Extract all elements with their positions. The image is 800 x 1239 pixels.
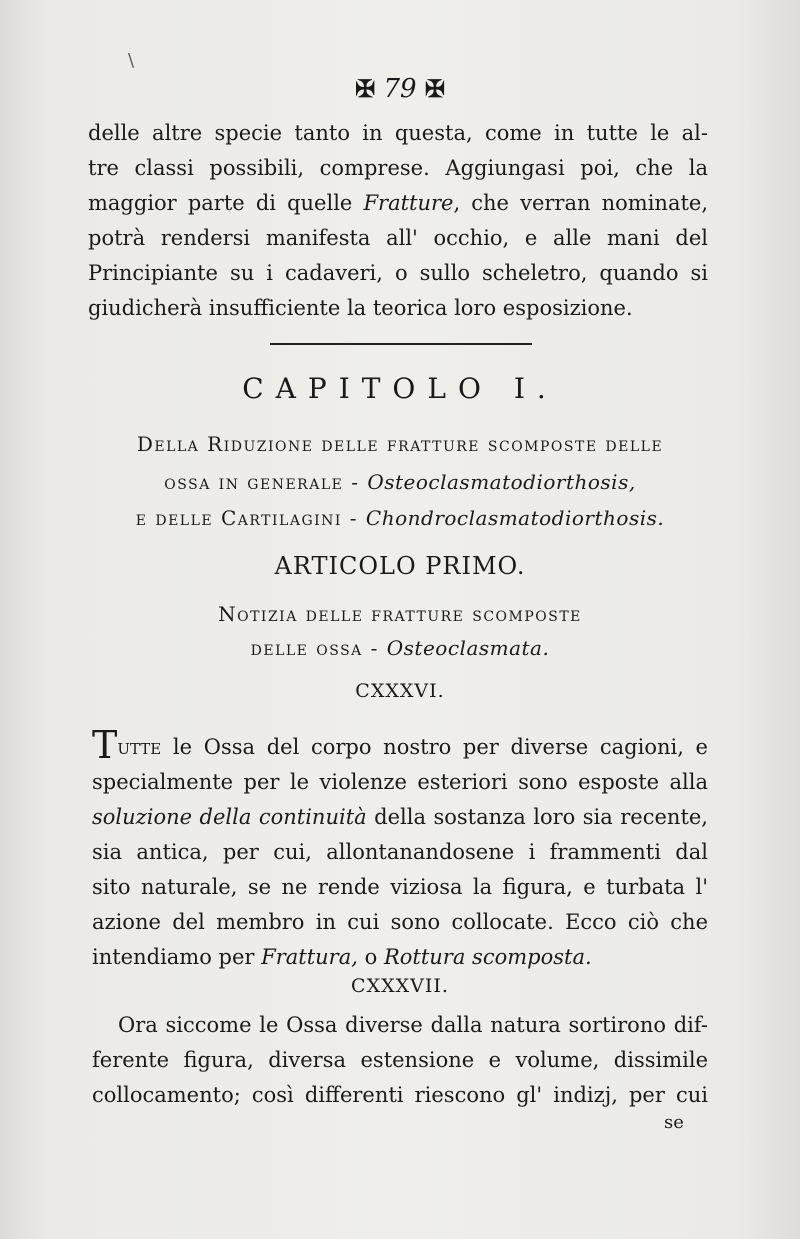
page-header	[0, 74, 800, 104]
chapter-title: CAPITOLO I.	[242, 372, 558, 405]
intro-line: tre classi possibili, comprese. Aggiungasi poi, che la	[88, 156, 708, 180]
chapter-subtitle-line3	[0, 506, 800, 530]
intro-paragraph	[88, 116, 708, 326]
article-subtitle-line2-plain: delle ossa -	[250, 636, 379, 660]
section-line-text: intendiamo per	[92, 945, 255, 969]
section-cxxxvi-paragraph	[92, 723, 708, 975]
intro-line: giudicherà insufficiente la teorica loro esposizione.	[88, 296, 633, 320]
section-line: specialmente per le violenze esteriori sono esposte alla	[92, 770, 708, 794]
section-line	[92, 940, 708, 975]
italic-rottura: Rottura scomposta.	[383, 945, 592, 969]
chapter-subtitle-line3-plain: e delle Cartilagini -	[135, 506, 359, 530]
article-subtitle-line2-italic: Osteoclasmata.	[386, 636, 550, 660]
intro-line: potrà rendersi manifesta all' occhio, e alle mani del	[88, 226, 708, 250]
intro-line: delle altre specie tanto in questa, come in tutte le al-	[88, 121, 708, 145]
drop-cap: T	[92, 723, 118, 767]
section-line: Ora siccome le Ossa diverse dalla natura sortirono dif-	[118, 1013, 708, 1037]
chapter-subtitle-line2-plain: ossa in generale -	[164, 470, 360, 494]
first-word-rest: utte	[117, 735, 162, 759]
intro-line: Principiante su i cadaveri, o sullo scheletro, quando si	[88, 261, 708, 285]
chapter-divider	[270, 343, 532, 345]
section-line: azione del membro in cui sono collocate. Ecco ciò che	[92, 910, 708, 934]
chapter-subtitle-line2-italic: Osteoclasmatodiorthosis,	[367, 470, 636, 494]
section-number-cxxxvi: CXXXVI.	[355, 680, 445, 702]
section-line: collocamento; così differenti riescono gl' indizj, per cui	[92, 1083, 708, 1107]
chapter-subtitle-line1: Della Riduzione delle fratture scomposte delle	[136, 432, 664, 456]
ink-mark: \	[128, 50, 135, 71]
section-line: ferente figura, diversa estensione e volume, dissimile	[92, 1048, 708, 1072]
intro-line	[88, 186, 708, 221]
ornament-left-icon: ✠	[355, 74, 376, 103]
ornament-right-icon: ✠	[424, 74, 445, 103]
article-subtitle-line1: Notizia delle fratture scomposte	[218, 602, 582, 626]
italic-frattura: Frattura,	[261, 945, 358, 969]
catchword: se	[664, 1112, 684, 1133]
article-title: ARTICOLO PRIMO.	[274, 552, 526, 580]
page-number: 79	[383, 74, 417, 104]
section-line	[92, 800, 708, 835]
section-cxxxvii-paragraph	[92, 1008, 708, 1113]
section-line: sia antica, per cui, allontanandosene i frammenti dal	[92, 840, 708, 864]
section-line: sito naturale, se ne rende viziosa la figura, e turbata l'	[92, 875, 708, 899]
italic-soluzione: soluzione della continuità	[92, 805, 367, 829]
article-subtitle-line2	[0, 636, 800, 660]
chapter-subtitle-line3-italic: Chondroclasmatodiorthosis.	[365, 506, 665, 530]
section-line-text: le Ossa del corpo nostro per diverse cagioni, e	[161, 735, 708, 759]
chapter-subtitle-line2	[0, 470, 800, 494]
section-line-text: della sostanza loro sia recente,	[374, 805, 708, 829]
section-number-cxxxvii: CXXXVII.	[351, 975, 449, 997]
section-line	[92, 723, 708, 767]
plain-o: o	[364, 945, 378, 969]
intro-line-text: maggior parte di quelle Fratture, che verran nominate,	[88, 191, 709, 215]
